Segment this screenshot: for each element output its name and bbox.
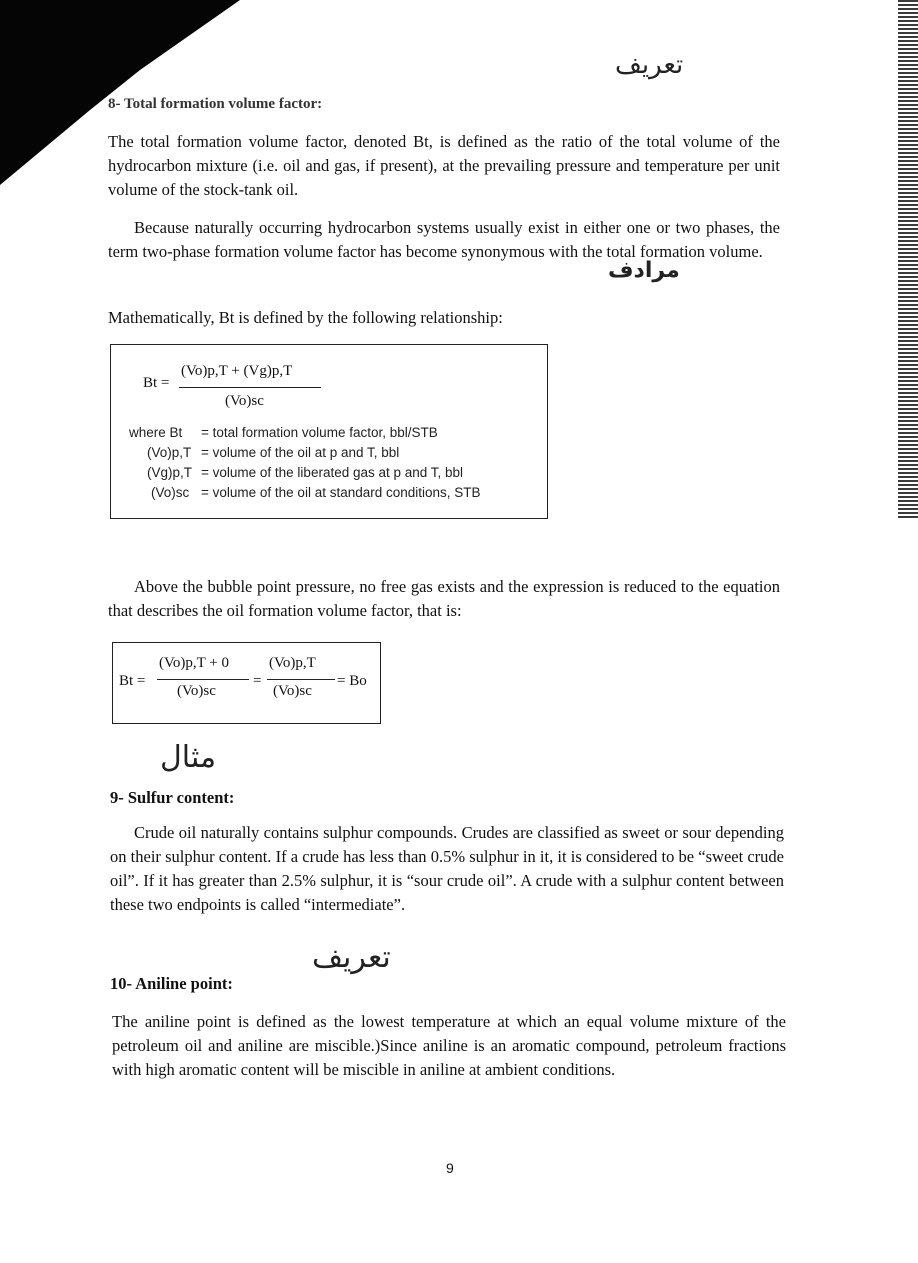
section-8-heading: 8- Total formation volume factor: xyxy=(108,96,323,112)
section-9-paragraph: Crude oil naturally contains sulphur compounds. Crudes are classified as sweet or sour depending on their sulphur content. If a crude has less than 0.5% sulphur in it, it is considered to be “sweet crude oil”. If it has greater than 2.5% sulphur, it is “sour crude oil”. A crude with a sulphur content between these two endpoints is called “intermediate”. xyxy=(110,823,784,914)
equation1-numerator: (Vo)p,T + (Vg)p,T xyxy=(181,363,293,379)
section-9-heading: 9- Sulfur content: xyxy=(110,788,235,807)
handwritten-note-definition-top: تعريف xyxy=(615,50,684,80)
definition-symbol-bt: where Bt xyxy=(129,425,183,440)
page-number: 9 xyxy=(446,1160,454,1176)
equation2-equals: = xyxy=(253,673,262,689)
equation2-denominator-1: (Vo)sc xyxy=(177,683,216,699)
handwritten-note-definition-aniline: تعريف xyxy=(312,940,391,975)
equation2-denominator-2: (Vo)sc xyxy=(273,683,312,699)
section-8-paragraph-definition: The total formation volume factor, denoted Bt, is defined as the ratio of the total volume of the hydrocarbon mixture (i.e. oil and gas, if present), at the prevailing pressure and temperature per unit volume of the stock-tank oil. xyxy=(108,132,780,199)
scan-edge-stripes xyxy=(898,0,918,520)
equation2-fraction-bar-2 xyxy=(267,679,335,680)
equation1-denominator: (Vo)sc xyxy=(225,393,264,409)
equation-box-oil-fvf xyxy=(112,642,381,724)
definition-meaning-vg-pt: = volume of the liberated gas at p and T, bbl xyxy=(201,465,464,480)
handwritten-note-example: مثال xyxy=(160,740,217,775)
equation-box-total-fvf xyxy=(110,344,548,519)
equation2-rhs: = Bo xyxy=(337,673,367,689)
equation2-fraction-bar-1 xyxy=(157,679,249,680)
definition-meaning-vo-sc: = volume of the oil at standard conditions, STB xyxy=(201,485,481,500)
definition-meaning-bt: = total formation volume factor, bbl/STB xyxy=(201,425,438,440)
equation2-numerator-1: (Vo)p,T + 0 xyxy=(159,655,229,671)
section-10-heading: 10- Aniline point: xyxy=(110,974,233,993)
definition-symbol-vg-pt: (Vg)p,T xyxy=(147,465,193,480)
section-8-paragraph-mathematically: Mathematically, Bt is defined by the following relationship: xyxy=(108,308,503,327)
equation2-numerator-2: (Vo)p,T xyxy=(269,655,316,671)
section-8-paragraph-two-phase: Because naturally occurring hydrocarbon systems usually exist in either one or two phases, the term two-phase formation volume factor has become synonymous with the total formation volume. xyxy=(108,218,780,261)
handwritten-note-synonym: مرادف xyxy=(608,258,680,283)
equation1-fraction-bar xyxy=(179,387,321,388)
section-10-paragraph: The aniline point is defined as the lowest temperature at which an equal volume mixture of the petroleum oil and aniline are miscible.)Since aniline is an aromatic compound, petroleum fractions with high aromatic content will be miscible in aniline at ambient conditions. xyxy=(112,1012,786,1079)
equation2-lhs: Bt = xyxy=(119,673,146,689)
definition-symbol-vo-sc: (Vo)sc xyxy=(151,485,190,500)
equation1-lhs: Bt = xyxy=(143,375,170,391)
definition-symbol-vo-pt: (Vo)p,T xyxy=(147,445,192,460)
definition-meaning-vo-pt: = volume of the oil at p and T, bbl xyxy=(201,445,400,460)
section-8-paragraph-bubble-point: Above the bubble point pressure, no free gas exists and the expression is reduced to the equation that describes the oil formation volume factor, that is: xyxy=(108,577,780,620)
